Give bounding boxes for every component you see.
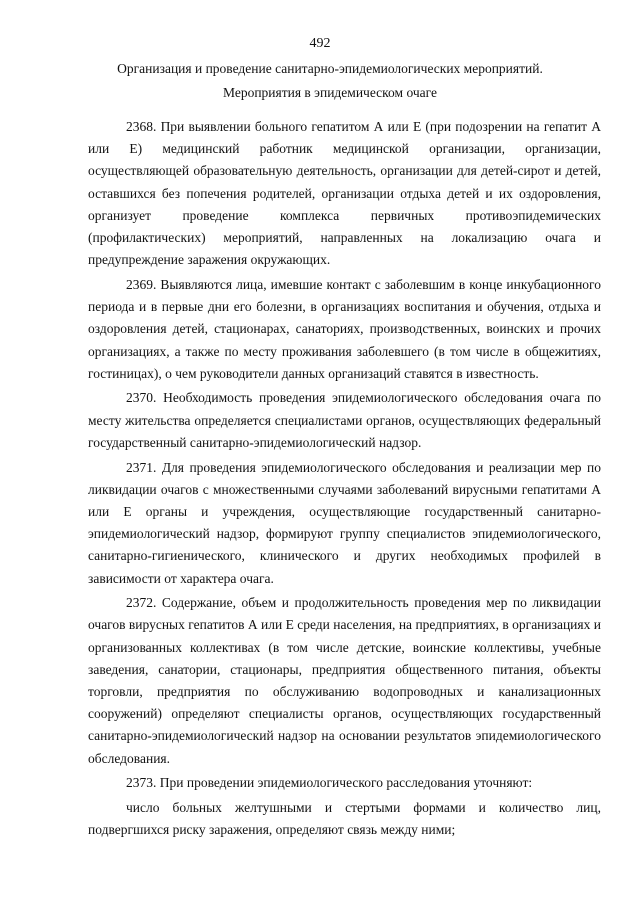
paragraph-2370: 2370. Необходимость проведения эпидемиологического обследования очага по месту жительства определяется специалистами органов, осуществляющих федеральный государственный санитарно-эпидемиологический надзор. — [88, 390, 601, 450]
paragraph-2369: 2369. Выявляются лица, имевшие контакт с заболевшим в конце инкубационного периода и в первые дни его болезни, в организациях воспитания и обучения, отдыха и оздоровления детей, стационарах, санаториях, производственных, воинских и прочих организациях, а также по месту проживания заболевшего (в том числе в общежитиях, гостиницах), о чем руководители данных организаций ставятся в известность. — [88, 276, 601, 381]
page-number: 492 — [309, 36, 331, 51]
paragraph-2372: 2372. Содержание, объем и продолжительность проведения мер по ликвидации очагов вирусных гепатитов А или Е среди населения, на предприятиях, в организациях и организованных коллективах (в том числе детские, воинские коллективы, учебные заведения, санатории, стационары, предприятия общественного питания, объекты торговли, предприятия по обслуживанию водопроводных и канализационных сооружений) определяют специалисты органов, осуществляющих государственный санитарно-эпидемиологический надзор на основании результатов эпидемиологического обследования. — [88, 595, 601, 766]
document-body — [88, 116, 601, 842]
paragraph-2371: 2371. Для проведения эпидемиологического обследования и реализации мер по ликвидации очагов с множественными случаями заболеваний вирусными гепатитами А или Е органы и учреждения, осуществляющие государственный санитарно-эпидемиологический надзор, формируют группу специалистов эпидемиологического, санитарно-гигиенического, клинического и других необходимых профилей в зависимости от характера очага. — [88, 459, 601, 586]
section-title: Организация и проведение санитарно-эпидемиологических мероприятий. — [117, 61, 543, 76]
section-subtitle: Мероприятия в эпидемическом очаге — [223, 85, 437, 100]
paragraph-2368: 2368. При выявлении больного гепатитом А или Е (при подозрении на гепатит А или Е) медицинский работник медицинской организации, организации, осуществляющей образовательную деятельность, организации для детей-сирот и детей, оставшихся без попечения родителей, организации отдыха детей и их оздоровления, организует проведение комплекса первичных противоэпидемических (профилактических) мероприятий, направленных на локализацию очага и предупреждение заражения окружающих. — [88, 119, 601, 268]
paragraph-2373: 2373. При проведении эпидемиологического расследования уточняют: — [126, 775, 533, 791]
paragraph-2373-item: число больных желтушными и стертыми формами и количество лиц, подвергшихся риску заражения, определяют связь между ними; — [88, 800, 601, 838]
